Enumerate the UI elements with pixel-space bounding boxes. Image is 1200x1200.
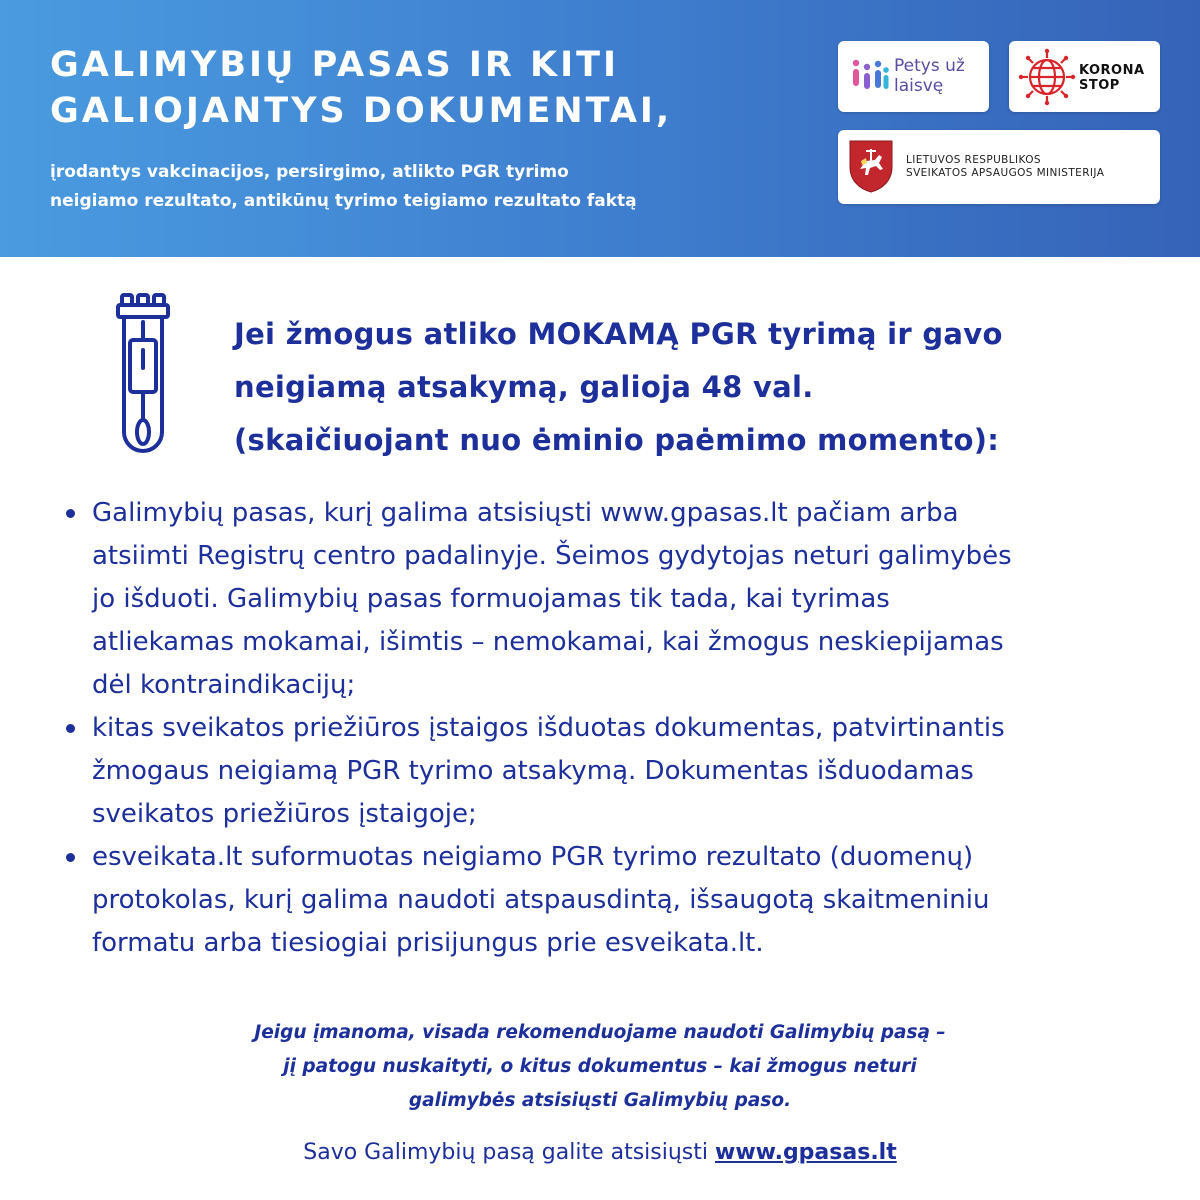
- gpasas-link[interactable]: www.gpasas.lt: [715, 1140, 897, 1165]
- list-item-line: jo išduoti. Galimybių pasas formuojamas tik tada, kai tyrimas: [92, 584, 890, 614]
- korona-logo-text: [1079, 63, 1145, 93]
- document-list: [92, 492, 1172, 965]
- ministry-logo: [838, 130, 1160, 204]
- list-item-line: atsiimti Registrų centro padalinyje. Šeimos gydytojas neturi galimybės: [92, 541, 1012, 571]
- vytis-coat-of-arms-icon: [848, 139, 894, 193]
- list-item-line: formatu arba tiesiogiai prisijungus prie esveikata.lt.: [92, 928, 764, 958]
- title-line-1: GALIMYBIŲ PASAS IR KITI: [50, 45, 620, 85]
- korona-line-2: STOP: [1079, 78, 1120, 93]
- list-item-line: dėl kontraindikacijų;: [92, 670, 356, 700]
- header-banner: [0, 0, 1200, 257]
- list-item: [92, 492, 1172, 707]
- list-item-line: žmogaus neigiamą PGR tyrimo atsakymą. Dokumentas išduodamas: [92, 756, 974, 786]
- title-line-2: GALIOJANTYS DOKUMENTAI,: [50, 91, 673, 131]
- note-line-1: Jeigu įmanoma, visada rekomenduojame naudoti Galimybių pasą –: [254, 1022, 946, 1043]
- korona-line-1: KORONA: [1079, 63, 1145, 78]
- petys-line-1: Petys už: [894, 56, 965, 76]
- bullet-dot: [66, 509, 75, 518]
- note-line-3: galimybės atsisiųsti Galimybių paso.: [408, 1090, 792, 1111]
- highlight-line-2: neigiamą atsakymą, galioja 48 val.: [234, 370, 814, 404]
- list-item: [92, 836, 1172, 965]
- page-subtitle: [50, 158, 830, 216]
- list-item-line: atliekamas mokamai, išimtis – nemokamai, kai žmogus neskiepijamas: [92, 627, 1004, 657]
- highlight-line-3: (skaičiuojant nuo ėminio paėmimo momento):: [234, 423, 1000, 457]
- highlight-line-1: Jei žmogus atliko MOKAMĄ PGR tyrimą ir gavo: [234, 317, 1003, 351]
- list-item-line: sveikatos priežiūros įstaigoje;: [92, 799, 477, 829]
- highlight-heading: [234, 308, 1134, 467]
- bullet-dot: [66, 853, 75, 862]
- list-item-line: protokolas, kurį galima naudoti atspausdintą, išsaugotą skaitmeniniu: [92, 885, 990, 915]
- recommendation-note: [0, 1016, 1200, 1118]
- subtitle-line-2: neigiamo rezultato, antikūnų tyrimo teigiamo rezultato faktą: [50, 191, 637, 211]
- subtitle-line-1: įrodantys vakcinacijos, persirgimo, atlikto PGR tyrimo: [50, 162, 569, 182]
- list-item-line: Galimybių pasas, kurį galima atsisiųsti www.gpasas.lt pačiam arba: [92, 498, 959, 528]
- ministry-logo-text: [906, 154, 1104, 180]
- petys-uz-laisve-logo: [838, 41, 989, 112]
- list-item-line: esveikata.lt suformuotas neigiamo PGR tyrimo rezultato (duomenų): [92, 842, 974, 872]
- petys-line-2: laisvę: [894, 76, 944, 96]
- bullet-dot: [66, 724, 75, 733]
- petys-logo-text: [894, 56, 965, 96]
- test-tube-icon: [112, 292, 174, 458]
- korona-stop-logo: [1009, 41, 1160, 112]
- download-prefix: Savo Galimybių pasą galite atsisiųsti: [303, 1140, 709, 1165]
- page-title: [50, 42, 810, 134]
- note-line-2: jį patogu nuskaityti, o kitus dokumentus – kai žmogus neturi: [283, 1056, 917, 1077]
- list-item-line: kitas sveikatos priežiūros įstaigos išduotas dokumentas, patvirtinantis: [92, 713, 1005, 743]
- virus-globe-icon: [1017, 47, 1077, 107]
- download-line: [0, 1136, 1200, 1170]
- people-icon: [850, 58, 890, 94]
- list-item: [92, 707, 1172, 836]
- ministry-line-1: LIETUVOS RESPUBLIKOS: [906, 154, 1041, 166]
- ministry-line-2: SVEIKATOS APSAUGOS MINISTERIJA: [906, 167, 1105, 179]
